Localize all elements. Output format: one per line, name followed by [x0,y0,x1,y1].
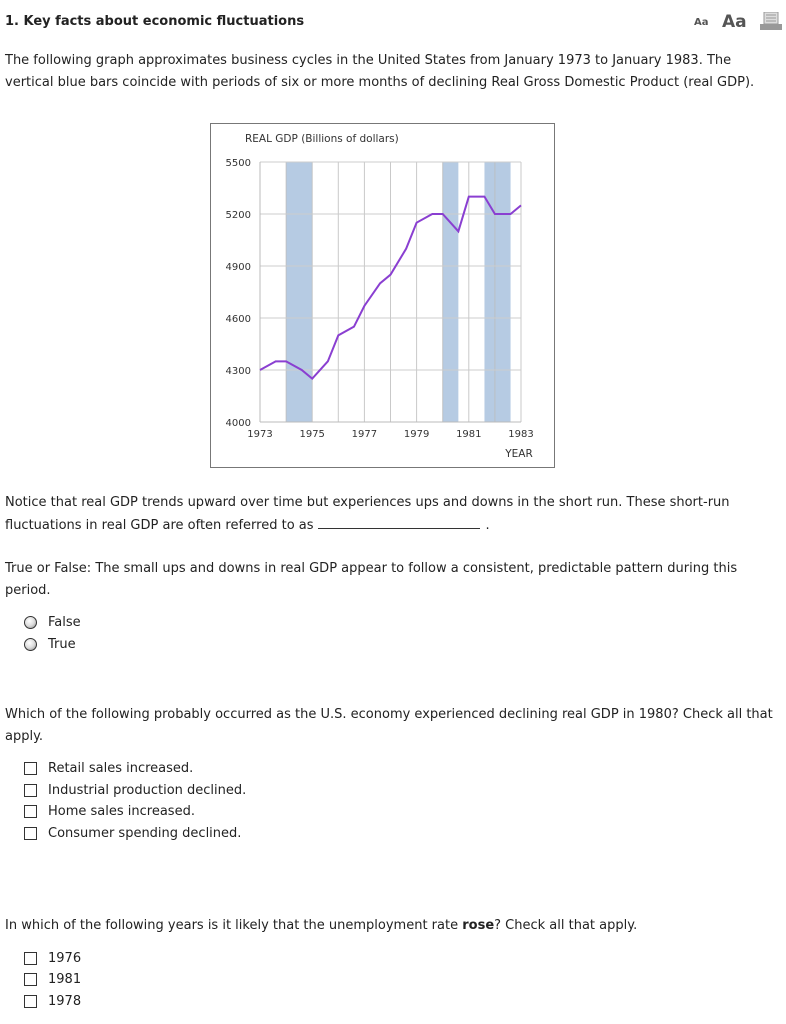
checkbox-option[interactable] [24,826,241,841]
option-label: Industrial production declined. [48,783,247,798]
option-label: 1976 [48,951,82,966]
option-label: Retail sales increased. [48,761,194,776]
option-label: Consumer spending declined. [48,826,242,841]
printer-icon[interactable] [760,12,782,30]
y-tick-label: 5200 [225,210,251,221]
checkbox-option[interactable] [24,804,195,819]
checkbox[interactable] [24,973,37,986]
q4-bold: rose [462,918,495,933]
checkbox[interactable] [24,995,37,1008]
x-axis-label: YEAR [505,448,533,460]
radio-option-false[interactable] [24,615,81,630]
y-tick-label: 5500 [225,158,251,169]
q4-text-end: ? Check all that apply. [494,918,638,933]
option-label: Home sales increased. [48,804,195,819]
x-tick-label: 1977 [351,429,378,440]
q1-text: Notice that real GDP trends upward over time but experiences ups and downs in the short run. These short-run fluctuations in real GDP are often referred to as [5,495,730,533]
x-tick-label: 1983 [508,429,534,440]
recession-bar [484,162,510,422]
checkbox-option[interactable] [24,783,246,798]
x-tick-label: 1973 [247,429,273,440]
question-3: Which of the following probably occurred as the U.S. economy experienced declining real GDP in 1980? Check all that apply. [5,707,773,744]
option-label: False [48,615,81,630]
question-4 [5,915,775,937]
y-tick-label: 4900 [225,262,251,273]
question-1 [5,492,775,537]
checkbox[interactable] [24,762,37,775]
y-tick-label: 4000 [225,418,251,429]
radio-button[interactable] [24,638,37,651]
checkbox[interactable] [24,784,37,797]
q4-text: In which of the following years is it likely that the unemployment rate [5,918,463,933]
x-tick-label: 1979 [403,429,430,440]
option-label: 1978 [48,994,82,1009]
y-tick-label: 4600 [225,314,251,325]
checkbox-option[interactable] [24,951,81,966]
option-label: 1981 [48,972,82,987]
question-2: True or False: The small ups and downs in real GDP appear to follow a consistent, predictable pattern during this period. [5,561,738,598]
font-size-large-button[interactable]: Aa [722,12,747,32]
gdp-chart-svg [211,124,554,467]
font-size-small-button[interactable]: Aa [694,17,709,28]
option-label: True [48,637,76,652]
checkbox-option[interactable] [24,972,81,987]
question-title: 1. Key facts about economic fluctuations [5,14,305,29]
radio-option-true[interactable] [24,637,76,652]
chart-title: REAL GDP (Billions of dollars) [245,133,399,145]
intro-text: The following graph approximates business cycles in the United States from January 1973 to January 1983. The vertical blue bars coincide with periods of six or more months of declining Real Gross Domestic Product (real GDP). [5,53,755,90]
radio-button[interactable] [24,616,37,629]
recession-bar [286,162,312,422]
checkbox-option[interactable] [24,761,193,776]
gdp-chart [210,123,555,468]
checkbox-option[interactable] [24,994,81,1009]
fill-in-blank[interactable] [318,514,480,529]
checkbox[interactable] [24,827,37,840]
x-tick-label: 1975 [299,429,325,440]
x-tick-label: 1981 [456,429,482,440]
checkbox[interactable] [24,805,37,818]
y-tick-label: 4300 [225,366,251,377]
recession-bar [443,162,459,422]
checkbox[interactable] [24,952,37,965]
q1-period: . [485,518,490,533]
